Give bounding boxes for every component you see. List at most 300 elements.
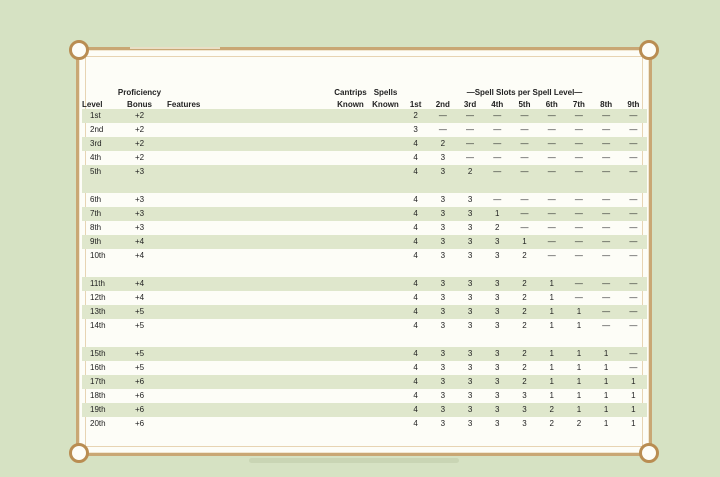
slot-cell: — (629, 153, 638, 162)
level-cell: 10th (90, 251, 106, 260)
header-slot-1st: 1st (409, 100, 422, 109)
slot-cell: — (629, 321, 638, 330)
features-cell (167, 277, 332, 291)
slot-cell: 1 (565, 375, 592, 389)
slot-cell: — (565, 235, 592, 249)
slot-cell: — (493, 125, 502, 134)
features-cell (167, 375, 332, 389)
level-cell: 9th (82, 235, 112, 249)
slot-cell: 1 (620, 403, 647, 417)
table-row (82, 403, 647, 417)
slot-cell: — (538, 137, 565, 151)
slot-cell: — (493, 195, 502, 204)
slot-cell: — (593, 207, 620, 221)
frame-ornament-top (130, 47, 220, 49)
slot-cell: 3 (429, 277, 456, 291)
slot-cell: 3 (440, 153, 446, 162)
features-cell (167, 151, 332, 165)
slot-cell: 3 (484, 347, 511, 361)
slot-cell: — (593, 235, 620, 249)
spells-known-cell (369, 109, 402, 123)
slot-cell: — (593, 165, 620, 193)
features-cell (167, 403, 332, 417)
cantrips-cell (332, 235, 369, 249)
header-slot-7th: 7th (572, 100, 585, 109)
level-cell: 1st (82, 109, 112, 123)
slot-cell: 1 (593, 403, 620, 417)
slot-cell: 4 (413, 195, 418, 204)
features-cell (167, 291, 332, 305)
slot-cell: — (620, 277, 647, 291)
slot-cell: 3 (467, 195, 473, 204)
table-row (82, 305, 647, 319)
header-level: Level (82, 100, 103, 109)
proficiency-cell: +4 (112, 277, 167, 291)
slot-cell: 1 (565, 347, 592, 361)
slot-cell: — (484, 137, 511, 151)
proficiency-cell: +2 (134, 125, 145, 134)
slot-cell: — (511, 109, 538, 123)
slot-cell: 3 (456, 207, 483, 221)
corner-ornament (639, 443, 659, 463)
header-proficiency-2: Bonus (127, 100, 152, 109)
spells-known-cell (369, 207, 402, 221)
slot-cell: 3 (467, 321, 473, 330)
slot-cell: — (538, 165, 565, 193)
cantrips-cell (332, 375, 369, 389)
cantrips-cell (332, 389, 369, 403)
slot-cell: — (574, 251, 583, 260)
slot-cell: 4 (402, 277, 429, 291)
slot-cell: 3 (440, 419, 446, 428)
slot-cell: 3 (484, 277, 511, 291)
spells-known-cell (369, 235, 402, 249)
level-cell: 2nd (90, 125, 104, 134)
proficiency-cell: +4 (134, 293, 145, 302)
header-slot-5th: 5th (518, 100, 531, 109)
slot-cell: 1 (565, 305, 592, 319)
slot-cell: 4 (413, 251, 418, 260)
slot-cell: 1 (631, 419, 636, 428)
level-cell: 20th (90, 419, 106, 428)
slot-cell: 4 (413, 293, 418, 302)
slot-cell: 2 (429, 137, 456, 151)
table-row (82, 165, 647, 193)
spells-known-cell (369, 291, 402, 305)
header-cantrips-2: Known (337, 100, 364, 109)
level-cell: 15th (82, 347, 112, 361)
frame-ornament-bottom (249, 458, 459, 463)
slot-cell: 2 (511, 375, 538, 389)
slot-cell: — (565, 207, 592, 221)
slot-cell: 3 (495, 391, 500, 400)
slot-cell: 3 (495, 293, 500, 302)
slot-cell: — (593, 277, 620, 291)
slot-cell: 3 (429, 165, 456, 193)
slot-cell: — (629, 251, 638, 260)
cantrips-cell (332, 319, 369, 347)
slot-cell: 3 (429, 347, 456, 361)
slot-cell: 3 (484, 305, 511, 319)
slot-cell: — (574, 293, 583, 302)
slot-cell: 3 (484, 235, 511, 249)
slot-cell: — (493, 153, 502, 162)
features-cell (167, 207, 332, 221)
cantrips-cell (332, 361, 369, 375)
slot-cell: 2 (402, 109, 429, 123)
slot-cell: 1 (593, 347, 620, 361)
slot-cell: — (565, 277, 592, 291)
spells-known-cell (369, 277, 402, 291)
features-cell (167, 109, 332, 123)
slot-cell: — (602, 293, 611, 302)
proficiency-cell: +5 (112, 347, 167, 361)
table-row (82, 151, 647, 165)
slot-cell: — (620, 137, 647, 151)
cantrips-cell (332, 403, 369, 417)
slot-cell: — (520, 223, 529, 232)
proficiency-cell: +5 (112, 305, 167, 319)
spells-known-cell (369, 165, 402, 193)
spells-known-cell (369, 319, 402, 347)
header-cantrips-1: Cantrips (334, 88, 367, 97)
features-cell (167, 417, 332, 431)
slot-cell: — (620, 305, 647, 319)
header-spells-2: Known (372, 100, 399, 109)
slot-cell: — (466, 153, 475, 162)
slot-cell: 3 (456, 403, 483, 417)
slot-cell: — (593, 305, 620, 319)
proficiency-cell: +3 (112, 207, 167, 221)
slot-cell: 3 (484, 375, 511, 389)
slot-cell: — (629, 293, 638, 302)
slot-cell: — (511, 165, 538, 193)
header-slot-8th: 8th (600, 100, 613, 109)
cantrips-cell (332, 193, 369, 207)
cantrips-cell (332, 165, 369, 193)
slot-cell: 2 (522, 363, 527, 372)
slot-cell: — (593, 137, 620, 151)
header-slot-3rd: 3rd (463, 100, 477, 109)
header-slot-6th: 6th (545, 100, 558, 109)
slot-cell: 2 (511, 277, 538, 291)
slot-cell: 3 (467, 419, 473, 428)
cantrips-cell (332, 221, 369, 235)
slot-cell: 4 (413, 391, 418, 400)
slot-cell: 1 (538, 347, 565, 361)
spells-known-cell (369, 403, 402, 417)
proficiency-cell: +3 (112, 165, 167, 193)
table-row (82, 123, 647, 137)
slot-cell: 3 (522, 419, 527, 428)
slot-cell: 1 (603, 363, 609, 372)
slot-cell: 3 (467, 223, 473, 232)
slot-cell: — (629, 363, 638, 372)
features-cell (167, 137, 332, 151)
slot-cell: 2 (495, 223, 500, 232)
slot-cell: 3 (429, 403, 456, 417)
proficiency-cell: +3 (134, 195, 145, 204)
slot-cell: — (620, 109, 647, 123)
slot-cell: 3 (511, 403, 538, 417)
header-slot-2nd: 2nd (435, 100, 450, 109)
slot-cell: — (593, 109, 620, 123)
slot-cell: 1 (549, 321, 554, 330)
level-cell: 4th (90, 153, 102, 162)
slot-cell: — (602, 125, 611, 134)
slot-cell: — (565, 165, 592, 193)
slot-cell: 1 (538, 375, 565, 389)
slot-cell: 4 (402, 165, 429, 193)
proficiency-cell: +6 (134, 391, 145, 400)
slot-cell: 2 (522, 251, 527, 260)
slot-cell: — (602, 153, 611, 162)
slot-cell: 3 (484, 403, 511, 417)
spells-known-cell (369, 193, 402, 207)
slot-cell: — (484, 165, 511, 193)
header-spells-1: Spells (373, 88, 398, 97)
slot-cell: — (629, 125, 638, 134)
table-row (82, 291, 647, 305)
slot-cell: 3 (440, 251, 446, 260)
slot-cell: — (429, 109, 456, 123)
slot-cell: 1 (593, 375, 620, 389)
slot-cell: 2 (511, 347, 538, 361)
slot-cell: 1 (549, 293, 554, 302)
slot-cell: — (456, 137, 483, 151)
slot-cell: — (602, 321, 611, 330)
header-slot-4th: 4th (491, 100, 504, 109)
slot-cell: 1 (620, 375, 647, 389)
table-row (82, 207, 647, 221)
cantrips-cell (332, 249, 369, 277)
table-row (82, 389, 647, 403)
slot-cell: — (520, 195, 529, 204)
proficiency-cell: +6 (112, 375, 167, 389)
proficiency-cell: +2 (112, 109, 167, 123)
slot-cell: 3 (467, 363, 473, 372)
slot-cell: — (547, 195, 556, 204)
features-cell (167, 319, 332, 347)
cantrips-cell (332, 291, 369, 305)
level-cell: 11th (82, 277, 112, 291)
slot-cell: 3 (440, 293, 446, 302)
slot-cell: 4 (402, 305, 429, 319)
level-cell: 3rd (82, 137, 112, 151)
slot-cell: — (620, 207, 647, 221)
slot-cell: 1 (603, 419, 609, 428)
table-row (82, 277, 647, 291)
proficiency-cell: +4 (112, 235, 167, 249)
spells-known-cell (369, 305, 402, 319)
table-row (82, 235, 647, 249)
cantrips-cell (332, 151, 369, 165)
slot-cell: 3 (429, 305, 456, 319)
cantrips-cell (332, 137, 369, 151)
cantrips-cell (332, 207, 369, 221)
slot-cell: 2 (511, 305, 538, 319)
slot-cell: — (629, 195, 638, 204)
slot-cell: — (629, 223, 638, 232)
cantrips-cell (332, 277, 369, 291)
features-cell (167, 123, 332, 137)
slot-cell: 3 (440, 223, 446, 232)
slot-cell: 3 (495, 363, 500, 372)
slot-cell: — (574, 125, 583, 134)
slot-cell: 3 (440, 391, 446, 400)
spells-known-cell (369, 375, 402, 389)
corner-ornament (69, 443, 89, 463)
cantrips-cell (332, 109, 369, 123)
slot-cell: — (547, 223, 556, 232)
header-spell-slots: —Spell Slots per Spell Level— (466, 88, 583, 97)
slot-cell: 1 (538, 305, 565, 319)
table-row (82, 417, 647, 431)
proficiency-cell: +3 (134, 223, 145, 232)
slot-cell: 3 (429, 207, 456, 221)
table-row (82, 319, 647, 347)
slot-cell: 1 (576, 363, 582, 372)
slot-cell: 3 (495, 419, 500, 428)
slot-cell: 3 (413, 125, 418, 134)
slot-cell: 4 (402, 403, 429, 417)
spells-known-cell (369, 389, 402, 403)
corner-ornament (69, 40, 89, 60)
header-proficiency-1: Proficiency (117, 88, 162, 97)
slot-cell: — (565, 137, 592, 151)
table-row (82, 193, 647, 207)
proficiency-cell: +5 (134, 363, 145, 372)
proficiency-cell: +5 (134, 321, 145, 330)
spells-known-cell (369, 361, 402, 375)
level-cell: 13th (82, 305, 112, 319)
features-cell (167, 221, 332, 235)
slot-cell: 3 (467, 251, 473, 260)
cantrips-cell (332, 417, 369, 431)
slot-cell: 3 (522, 391, 527, 400)
level-cell: 16th (90, 363, 106, 372)
slot-cell: 3 (456, 347, 483, 361)
slot-cell: 1 (538, 277, 565, 291)
slot-cell: 1 (511, 235, 538, 249)
slot-cell: 3 (440, 195, 446, 204)
slot-cell: 2 (576, 419, 582, 428)
proficiency-cell: +6 (112, 403, 167, 417)
table-row (82, 375, 647, 389)
slot-cell: 4 (402, 137, 429, 151)
slot-cell: 2 (456, 165, 483, 193)
features-cell (167, 193, 332, 207)
slot-cell: — (620, 235, 647, 249)
slot-cell: 3 (495, 321, 500, 330)
slot-cell: 3 (467, 293, 473, 302)
table-row (82, 361, 647, 375)
slot-cell: 2 (522, 293, 527, 302)
spells-known-cell (369, 347, 402, 361)
slot-cell: — (538, 235, 565, 249)
slot-cell: — (574, 223, 583, 232)
table-row (82, 347, 647, 361)
features-cell (167, 389, 332, 403)
slot-cell: — (620, 165, 647, 193)
slot-cell: — (438, 125, 447, 134)
slot-cell: 4 (413, 223, 418, 232)
spells-known-cell (369, 221, 402, 235)
slot-cell: — (602, 195, 611, 204)
spells-known-cell (369, 417, 402, 431)
slot-cell: — (520, 125, 529, 134)
level-cell: 14th (90, 321, 106, 330)
slot-cell: 3 (467, 391, 473, 400)
slot-cell: — (456, 109, 483, 123)
level-cell: 19th (82, 403, 112, 417)
slot-cell: 4 (402, 207, 429, 221)
slot-cell: 3 (456, 277, 483, 291)
cantrips-cell (332, 347, 369, 361)
proficiency-cell: +2 (134, 153, 145, 162)
slot-cell: 3 (429, 235, 456, 249)
slot-cell: — (547, 153, 556, 162)
spells-known-cell (369, 137, 402, 151)
slot-cell: 4 (402, 375, 429, 389)
features-cell (167, 361, 332, 375)
features-cell (167, 305, 332, 319)
table-body (82, 109, 647, 431)
spells-known-cell (369, 249, 402, 277)
table-row (82, 109, 647, 123)
level-cell: 7th (82, 207, 112, 221)
features-cell (167, 235, 332, 249)
slot-cell: — (574, 153, 583, 162)
slot-cell: 1 (631, 391, 636, 400)
slot-cell: 3 (429, 375, 456, 389)
slot-cell: 1 (549, 391, 554, 400)
level-cell: 12th (90, 293, 106, 302)
proficiency-cell: +2 (112, 137, 167, 151)
slot-cell: 4 (413, 419, 418, 428)
slot-cell: 1 (576, 391, 582, 400)
proficiency-cell: +6 (134, 419, 145, 428)
table-row (82, 249, 647, 277)
features-cell (167, 249, 332, 277)
header-features: Features (167, 100, 201, 109)
slot-cell: — (484, 109, 511, 123)
slot-cell: 3 (456, 305, 483, 319)
slot-cell: 4 (402, 235, 429, 249)
slot-cell: 2 (549, 419, 554, 428)
slot-cell: 4 (413, 363, 418, 372)
slot-cell: — (620, 347, 647, 361)
slot-cell: 1 (565, 403, 592, 417)
table-row (82, 137, 647, 151)
spells-known-cell (369, 123, 402, 137)
slot-cell: — (520, 153, 529, 162)
slot-cell: 2 (522, 321, 527, 330)
slot-cell: — (511, 137, 538, 151)
slot-cell: 1 (603, 391, 609, 400)
level-cell: 6th (90, 195, 102, 204)
corner-ornament (639, 40, 659, 60)
slot-cell: 3 (440, 321, 446, 330)
level-cell: 18th (90, 391, 106, 400)
cantrips-cell (332, 305, 369, 319)
slot-cell: — (466, 125, 475, 134)
slot-cell: 2 (538, 403, 565, 417)
slot-cell: 1 (576, 321, 582, 330)
slot-cell: — (538, 109, 565, 123)
slot-cell: — (602, 251, 611, 260)
slot-cell: 1 (549, 363, 554, 372)
